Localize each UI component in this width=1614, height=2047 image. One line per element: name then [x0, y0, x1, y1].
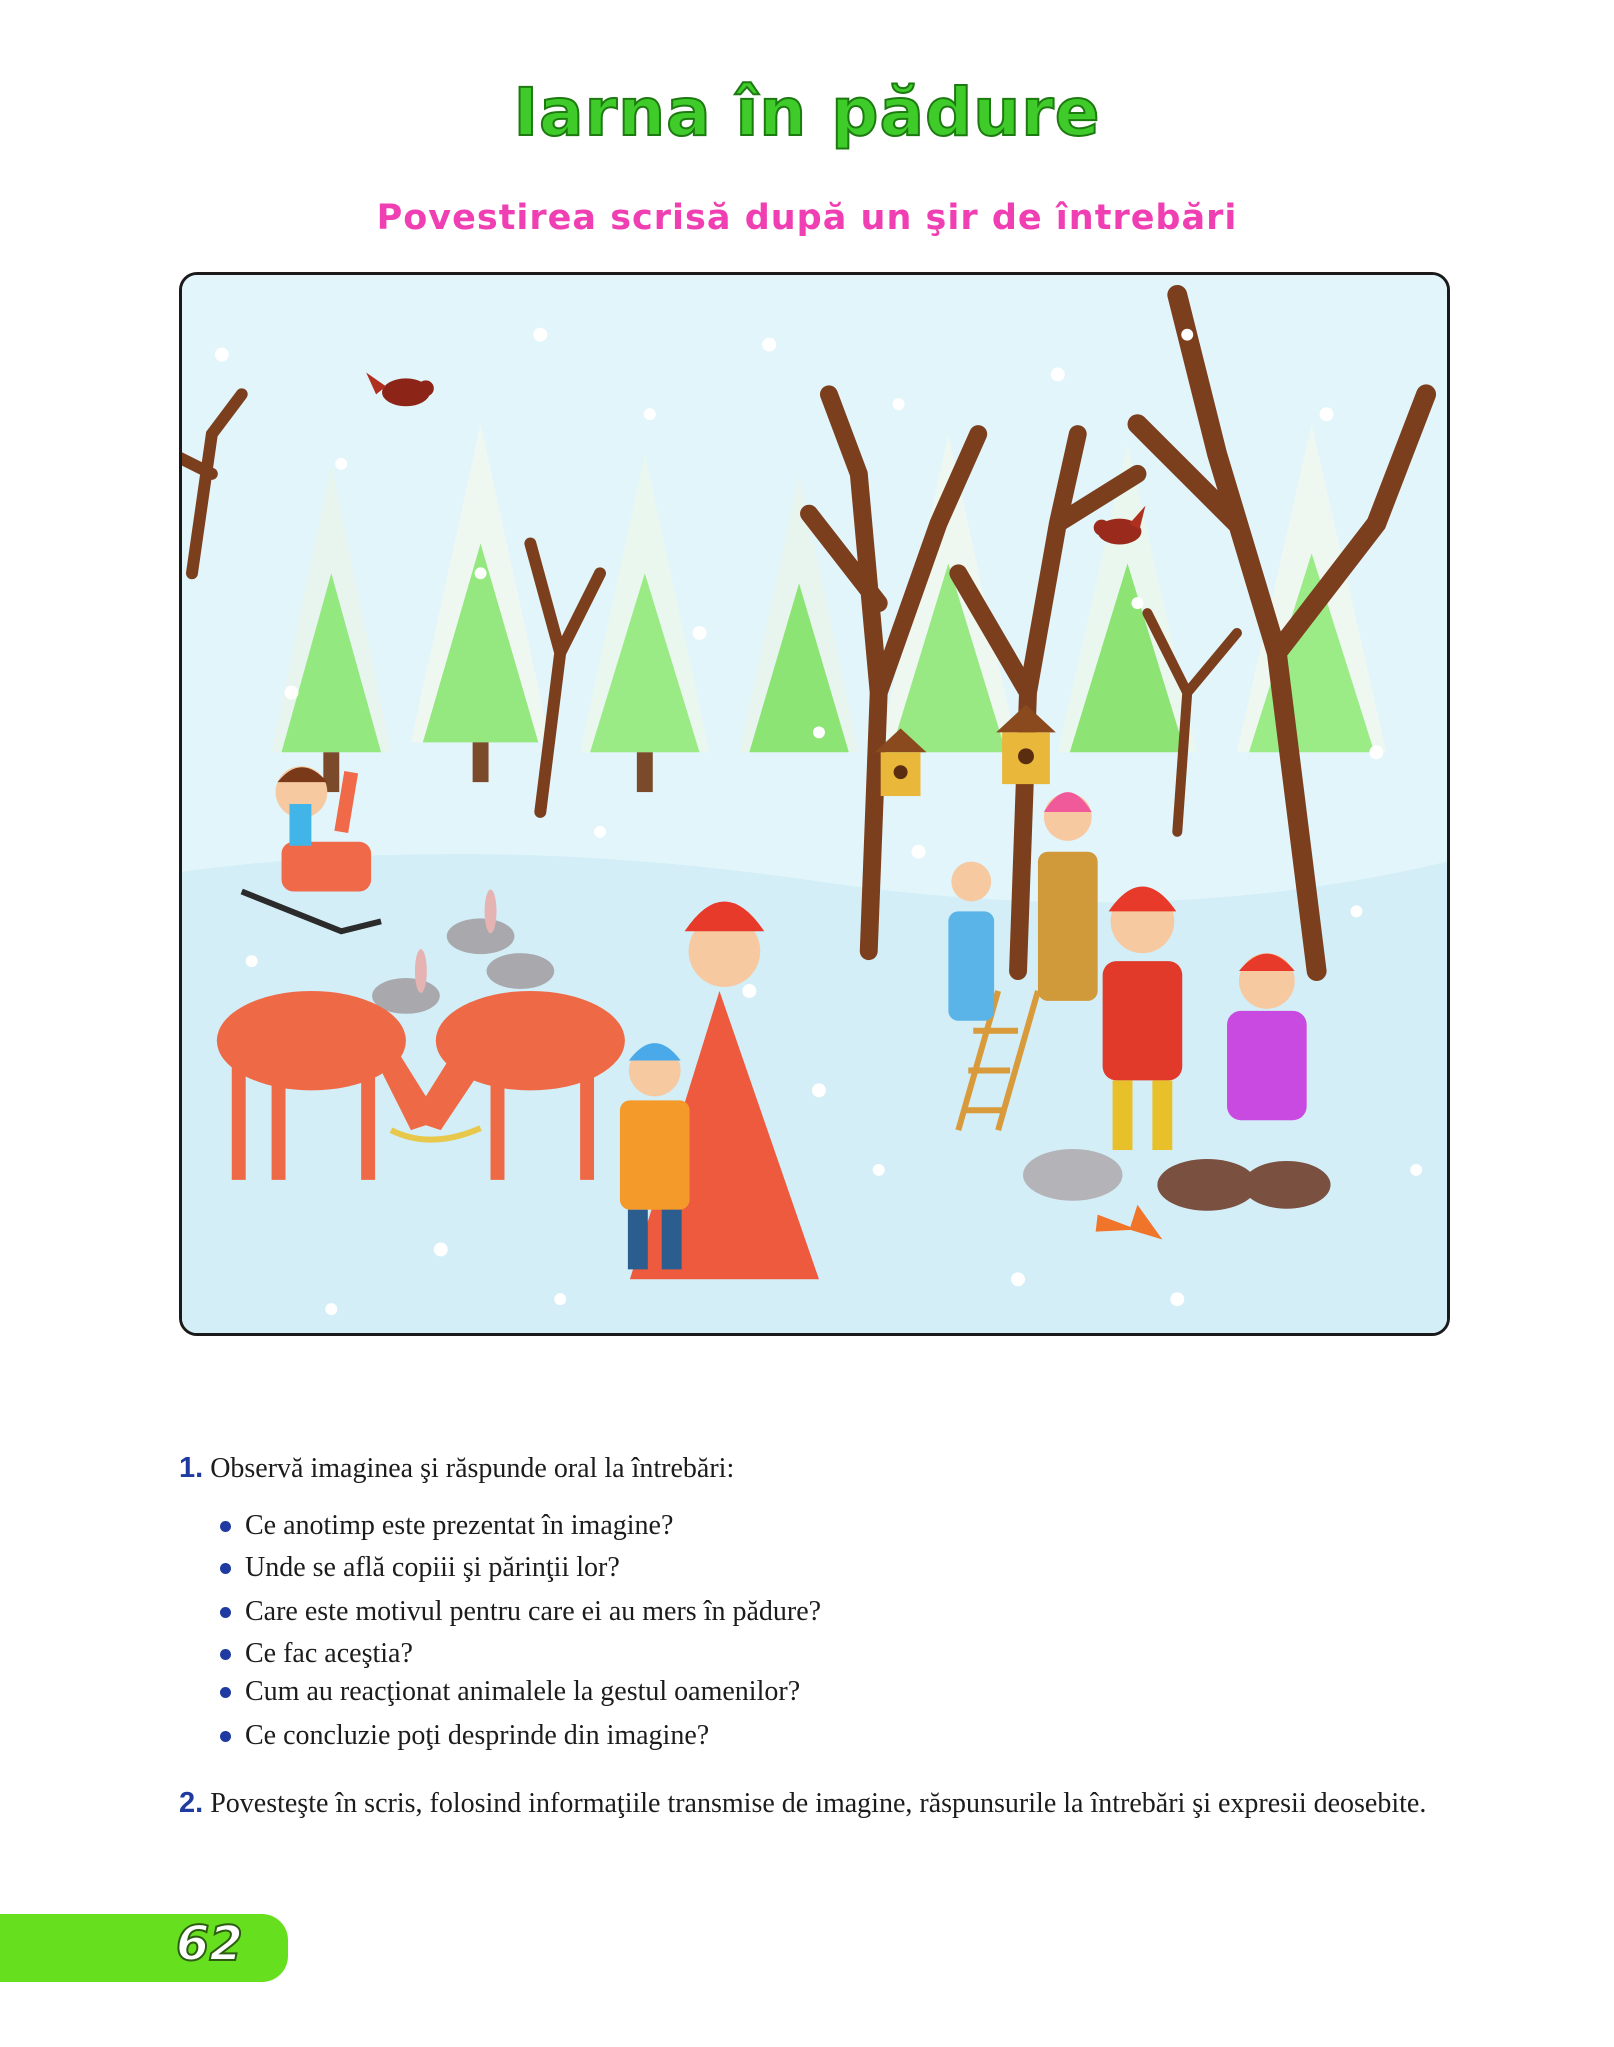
exercise-1-number: 1.	[179, 1452, 204, 1484]
list-item: Ce anotimp este prezentat în imagine?	[220, 1510, 673, 1542]
bullet-icon	[220, 1521, 231, 1532]
bullet-icon	[220, 1649, 231, 1660]
bullet-icon	[220, 1563, 231, 1574]
illustration-canvas	[182, 275, 1447, 1333]
list-item: Care este motivul pentru care ei au mers în pădure?	[220, 1596, 821, 1628]
exercise-1-text: Observă imaginea şi răspunde oral la întrebări:	[210, 1453, 735, 1484]
bullet-icon	[220, 1731, 231, 1742]
list-item: Ce concluzie poţi desprinde din imagine?	[220, 1720, 709, 1752]
page-subtitle: Povestirea scrisă după un şir de întrebări	[376, 198, 1238, 238]
bullet-icon	[220, 1607, 231, 1618]
exercise-2-text: Povesteşte în scris, folosind informaţiile transmise de imagine, răspunsurile la întrebări şi expresii deosebite.	[210, 1788, 1427, 1819]
list-item: Cum au reacţionat animalele la gestul oamenilor?	[220, 1676, 800, 1708]
bullet-icon	[220, 1687, 231, 1698]
page-number: 62	[176, 1916, 243, 1972]
page-number-tab	[0, 1914, 288, 1982]
winter-forest-illustration	[179, 272, 1450, 1336]
page-title: Iarna în pădure	[513, 74, 1101, 151]
exercise-2	[179, 1786, 1469, 1821]
exercise-2-number: 2.	[179, 1787, 204, 1819]
list-item: Unde se află copiii şi părinţii lor?	[220, 1552, 620, 1584]
list-item: Ce fac aceştia?	[220, 1638, 413, 1670]
exercise-1	[179, 1452, 734, 1485]
